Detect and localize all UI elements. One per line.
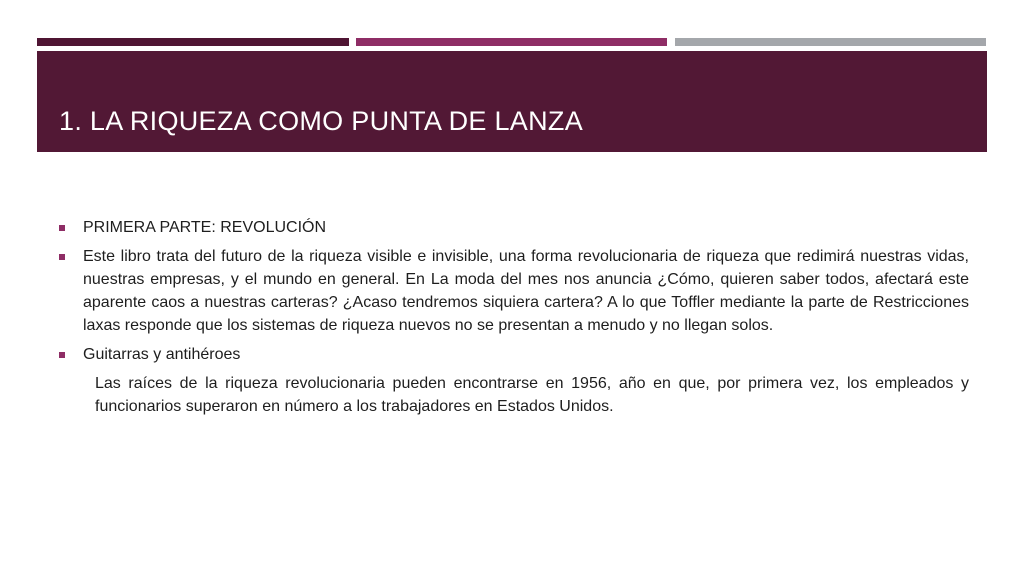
bullet-item [59,245,969,337]
square-bullet-icon [59,352,65,358]
bullet-item [59,216,969,239]
accent-bar-magenta [356,38,667,46]
square-bullet-icon [59,254,65,260]
sub-paragraph: Las raíces de la riqueza revolucionaria pueden encontrarse en 1956, año en que, por primera vez, los empleados y funcionarios superaron en número a los trabajadores en Estados Unidos. [95,375,969,415]
accent-bar-gray [675,38,986,46]
bullet-text: Guitarras y antihéroes [83,346,241,363]
bullet-text: Este libro trata del futuro de la riqueza visible e invisible, una forma revolucionaria de riqueza que redimirá nuestras vidas, nuestras empresas, y el mundo en general. En La moda del mes nos anuncia ¿Cómo, quieren saber todos, afectará este aparente caos a nuestras carteras? ¿Acaso tendremos siquiera cartera? A lo que Toffler mediante la parte de Restricciones laxas responde que los sistemas de riqueza nuevos no se presentan a menudo y no llegan solos. [83,248,969,334]
bullet-text: PRIMERA PARTE: REVOLUCIÓN [83,219,327,236]
slide-title: 1. LA RIQUEZA COMO PUNTA DE LANZA [59,106,584,136]
slide-content [59,216,969,418]
bullet-item [59,343,969,366]
title-banner [37,51,987,152]
accent-bar-dark [37,38,349,46]
square-bullet-icon [59,225,65,231]
